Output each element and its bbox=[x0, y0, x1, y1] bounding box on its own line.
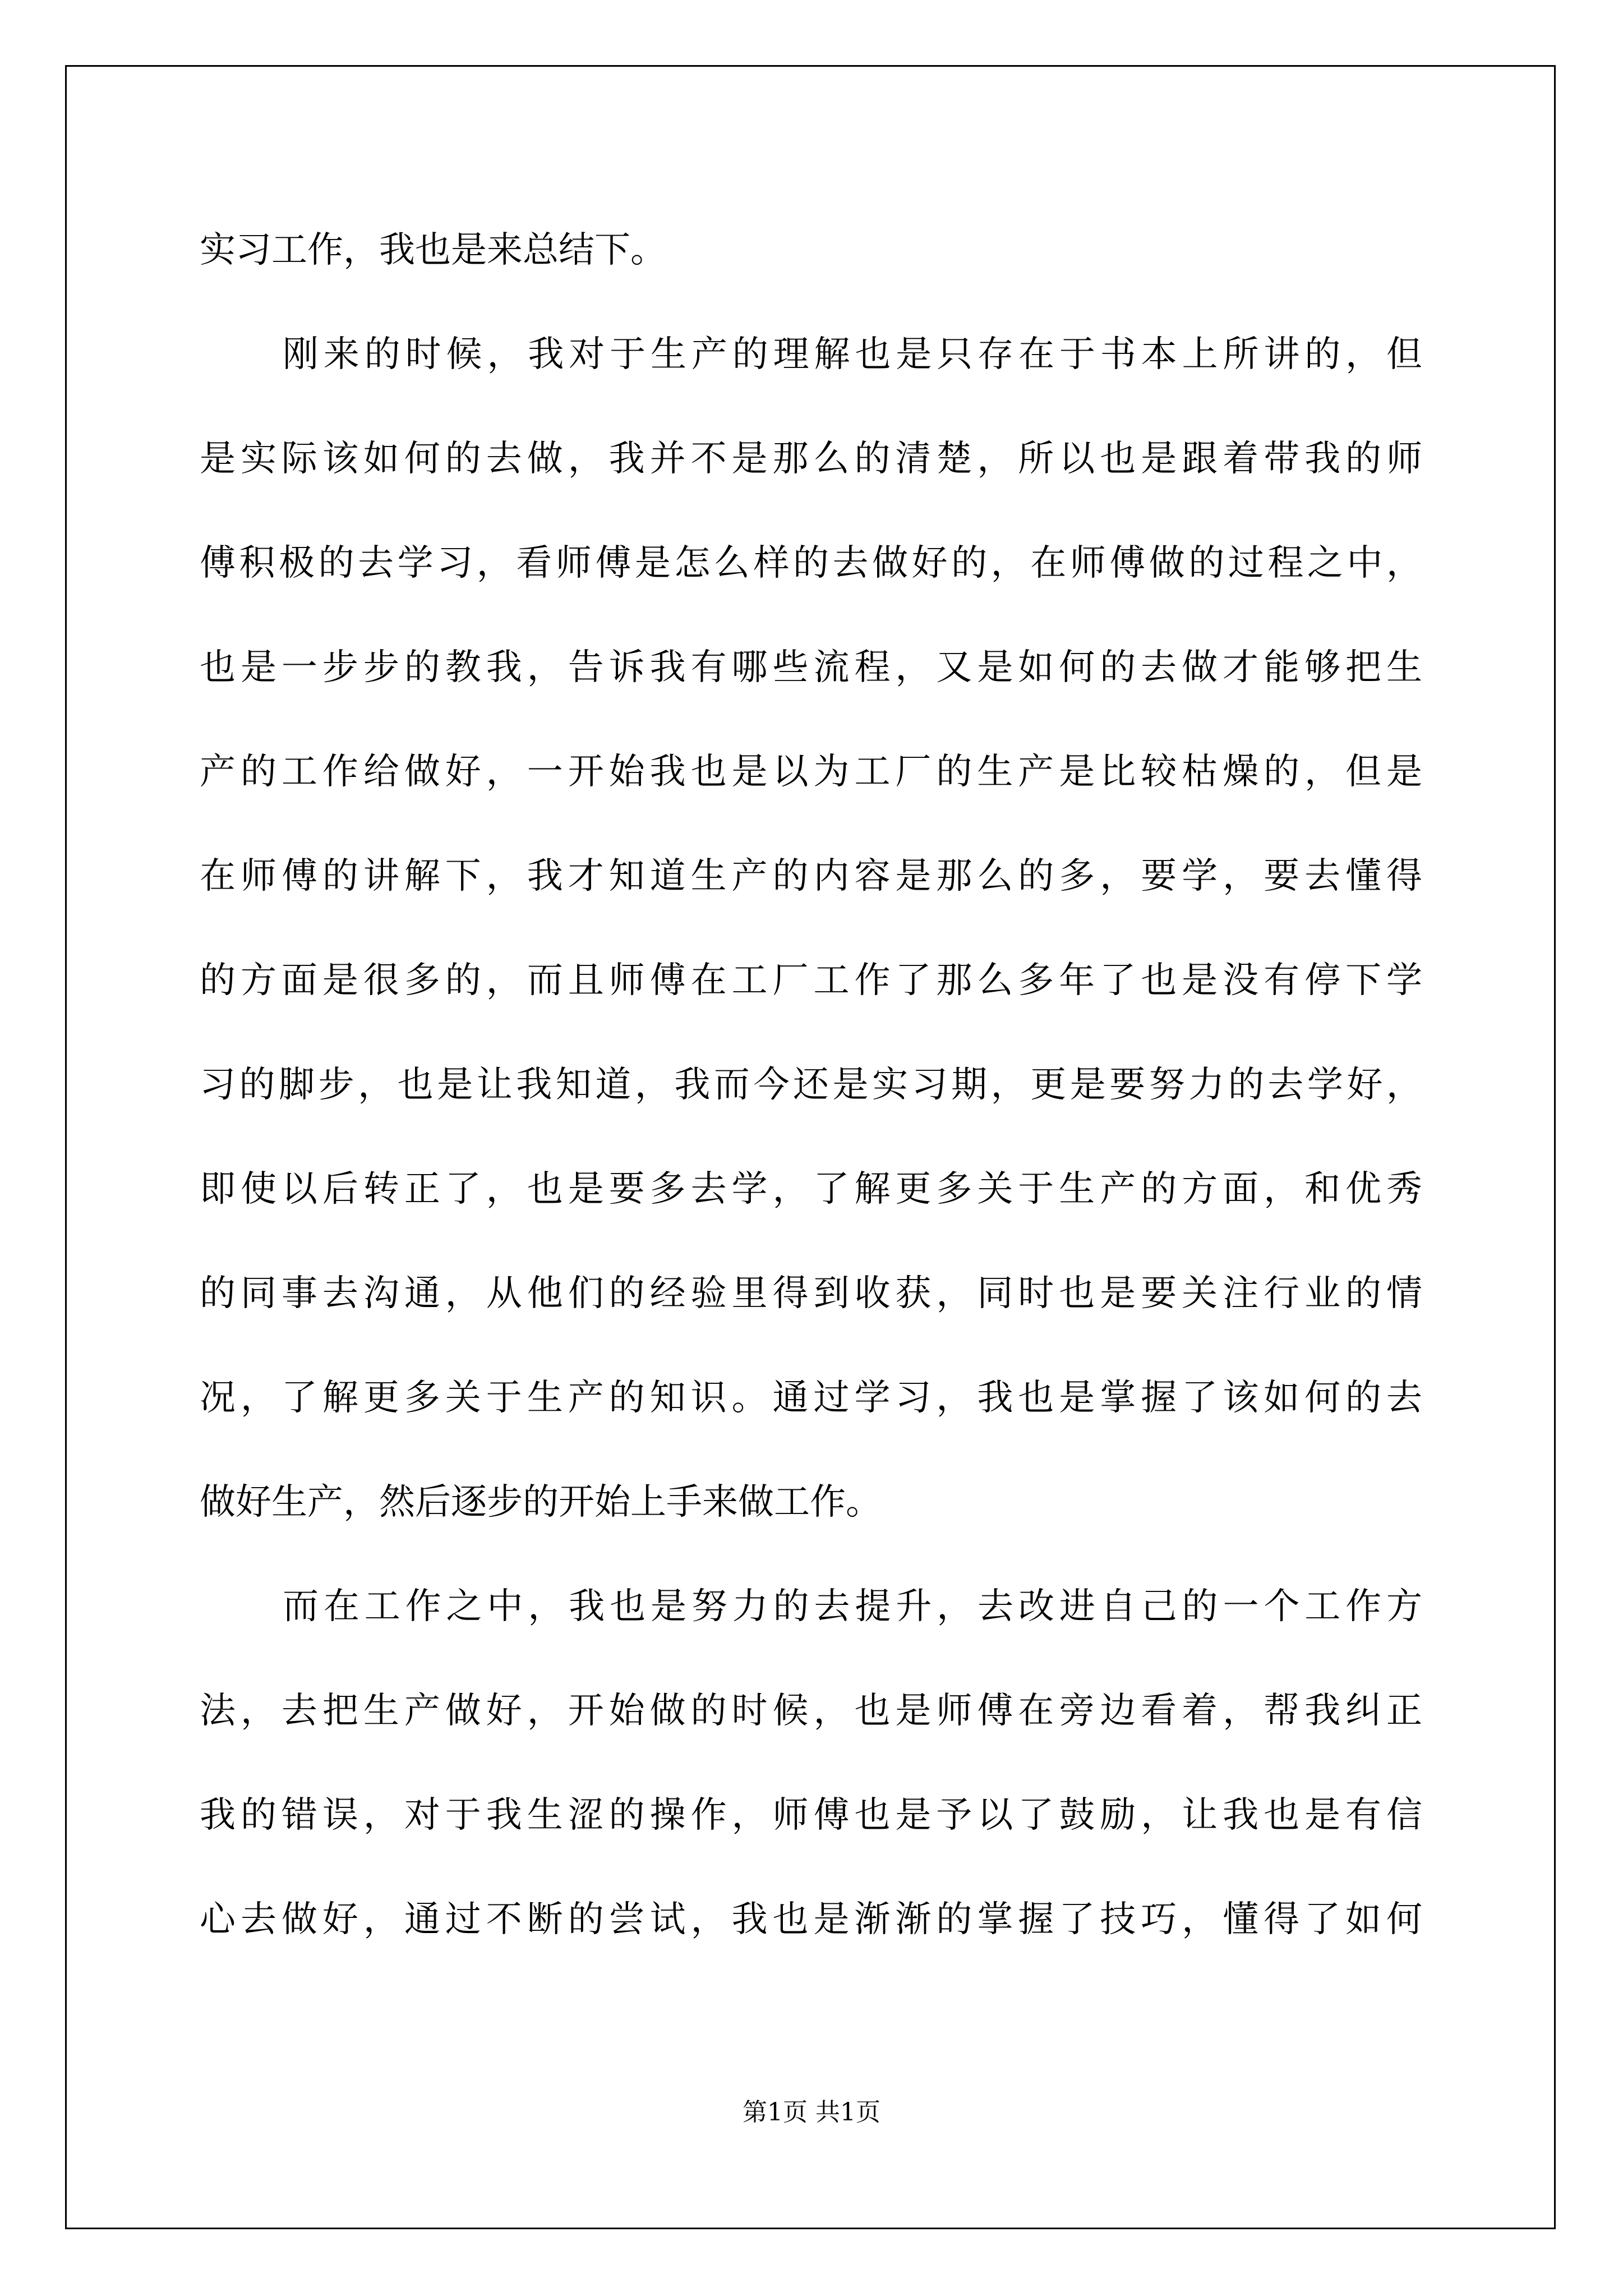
text-line: 做好生产，然后逐步的开始上手来做工作。 bbox=[200, 1481, 882, 1523]
text-line: 实习工作，我也是来总结下。 bbox=[200, 229, 666, 271]
text-line: 习的脚步，也是让我知道，我而今还是实习期，更是要努力的去学好， bbox=[200, 1064, 1422, 1106]
text-line: 在师傅的讲解下，我才知道生产的内容是那么的多，要学，要去懂得 bbox=[200, 855, 1422, 897]
document-body bbox=[200, 214, 1422, 1987]
text-line: 即使以后转正了，也是要多去学，了解更多关于生产的方面，和优秀 bbox=[200, 1168, 1422, 1210]
text-line: 的方面是很多的，而且师傅在工厂工作了那么多年了也是没有停下学 bbox=[200, 960, 1422, 1001]
text-line: 况，了解更多关于生产的知识。通过学习，我也是掌握了该如何的去 bbox=[200, 1377, 1422, 1419]
text-line: 是实际该如何的去做，我并不是那么的清楚，所以也是跟着带我的师 bbox=[200, 438, 1422, 480]
text-line: 傅积极的去学习，看师傅是怎么样的去做好的，在师傅做的过程之中， bbox=[200, 542, 1422, 584]
page-footer: 第1页 共1页 bbox=[743, 2098, 880, 2127]
text-line: 我的错误，对于我生涩的操作，师傅也是予以了鼓励，让我也是有信 bbox=[200, 1795, 1422, 1836]
text-line: 的同事去沟通，从他们的经验里得到收获，同时也是要关注行业的情 bbox=[200, 1273, 1422, 1314]
text-line: 产的工作给做好，一开始我也是以为工厂的生产是比较枯燥的，但是 bbox=[200, 751, 1422, 793]
text-line: 而在工作之中，我也是努力的去提升，去改进自己的一个工作方 bbox=[283, 1586, 1422, 1627]
text-line: 刚来的时候，我对于生产的理解也是只存在于书本上所讲的，但 bbox=[283, 334, 1422, 375]
text-line: 心去做好，通过不断的尝试，我也是渐渐的掌握了技巧，懂得了如何 bbox=[200, 1899, 1422, 1940]
text-line: 也是一步步的教我，告诉我有哪些流程，又是如何的去做才能够把生 bbox=[200, 647, 1422, 688]
text-line: 法，去把生产做好，开始做的时候，也是师傅在旁边看着，帮我纠正 bbox=[200, 1690, 1422, 1732]
